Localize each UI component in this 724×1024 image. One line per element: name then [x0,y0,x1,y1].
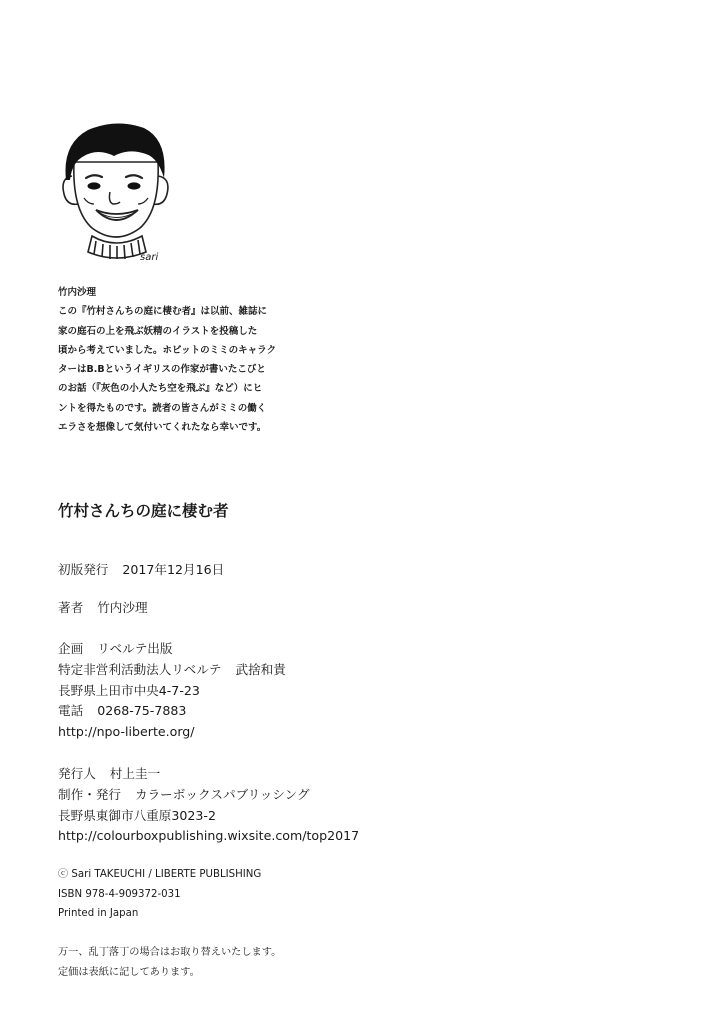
author-bio-name: 竹内沙理 [58,287,97,298]
right-eye [128,182,141,189]
planning-address: 長野県上田市中央4-7-23 [58,682,200,698]
planning-publisher: リベルテ出版 [97,641,173,656]
first-edition [58,560,224,581]
author-bio-line: 頃から考えていました。ホビットのミミのキャラク [58,344,277,356]
planning-url[interactable]: http://npo-liberte.org/ [58,724,195,740]
notes-block [58,943,281,982]
face [74,162,158,237]
author-name: 竹内沙理 [97,600,148,615]
author-portrait [58,118,174,266]
left-eye [88,182,101,189]
book-title: 竹村さんちの庭に棲む者 [58,502,229,520]
issuer-block [58,764,359,847]
collar [88,236,146,259]
author-bio-line: ターはB.Bというイギリスの作家が書いたこびと [58,364,266,376]
author-credit [58,598,148,619]
production-label: 制作・発行 [58,786,121,802]
author-bio-line: ントを得たものです。読者の皆さんがミミの働く [58,402,267,414]
planning-tel: 0268-75-7883 [97,703,187,719]
note-price: 定価は表紙に記してあります。 [58,966,200,978]
planning-block [58,639,286,743]
legal-block [58,865,261,924]
author-bio-line: 家の庭石の上を飛ぶ妖精のイラストを投稿した [58,325,258,337]
issuer-label: 発行人 [58,766,96,781]
author-bio-line: のお話（『灰色の小人たち空を飛ぶ』など）にヒ [58,383,263,395]
printed-line: Printed in Japan [58,908,139,920]
issuer-address: 長野県東御市八重原3023-2 [58,807,216,823]
planning-org: 特定非営利活動法人リベルテ [58,661,222,677]
author-bio [58,283,298,437]
issuer-company: カラーボックスパブリッシング [134,786,310,802]
issuer-name: 村上圭一 [109,766,161,781]
author-label: 著者 [58,600,84,615]
author-bio-line: この『竹村さんちの庭に棲む者』は以前、雑誌に [58,306,268,318]
issuer-url[interactable]: http://colourboxpublishing.wixsite.com/top2017 [58,828,360,844]
first-edition-date: 2017年12月16日 [122,562,225,577]
planning-person: 武捨和貴 [235,661,286,677]
first-edition-label: 初版発行 [58,562,109,577]
note-replacement: 万一、乱丁落丁の場合はお取り替えいたします。 [58,947,282,958]
planning-label: 企画 [58,641,84,656]
portrait-signature: sari [140,252,159,263]
copyright-line: ⓒ Sari TAKEUCHI / LIBERTE PUBLISHING [58,869,262,880]
author-bio-line: エラさを想像して気付いてくれたなら幸いです。 [58,422,267,434]
isbn-line: ISBN 978-4-909372-031 [58,888,181,900]
planning-tel-label: 電話 [58,703,84,719]
